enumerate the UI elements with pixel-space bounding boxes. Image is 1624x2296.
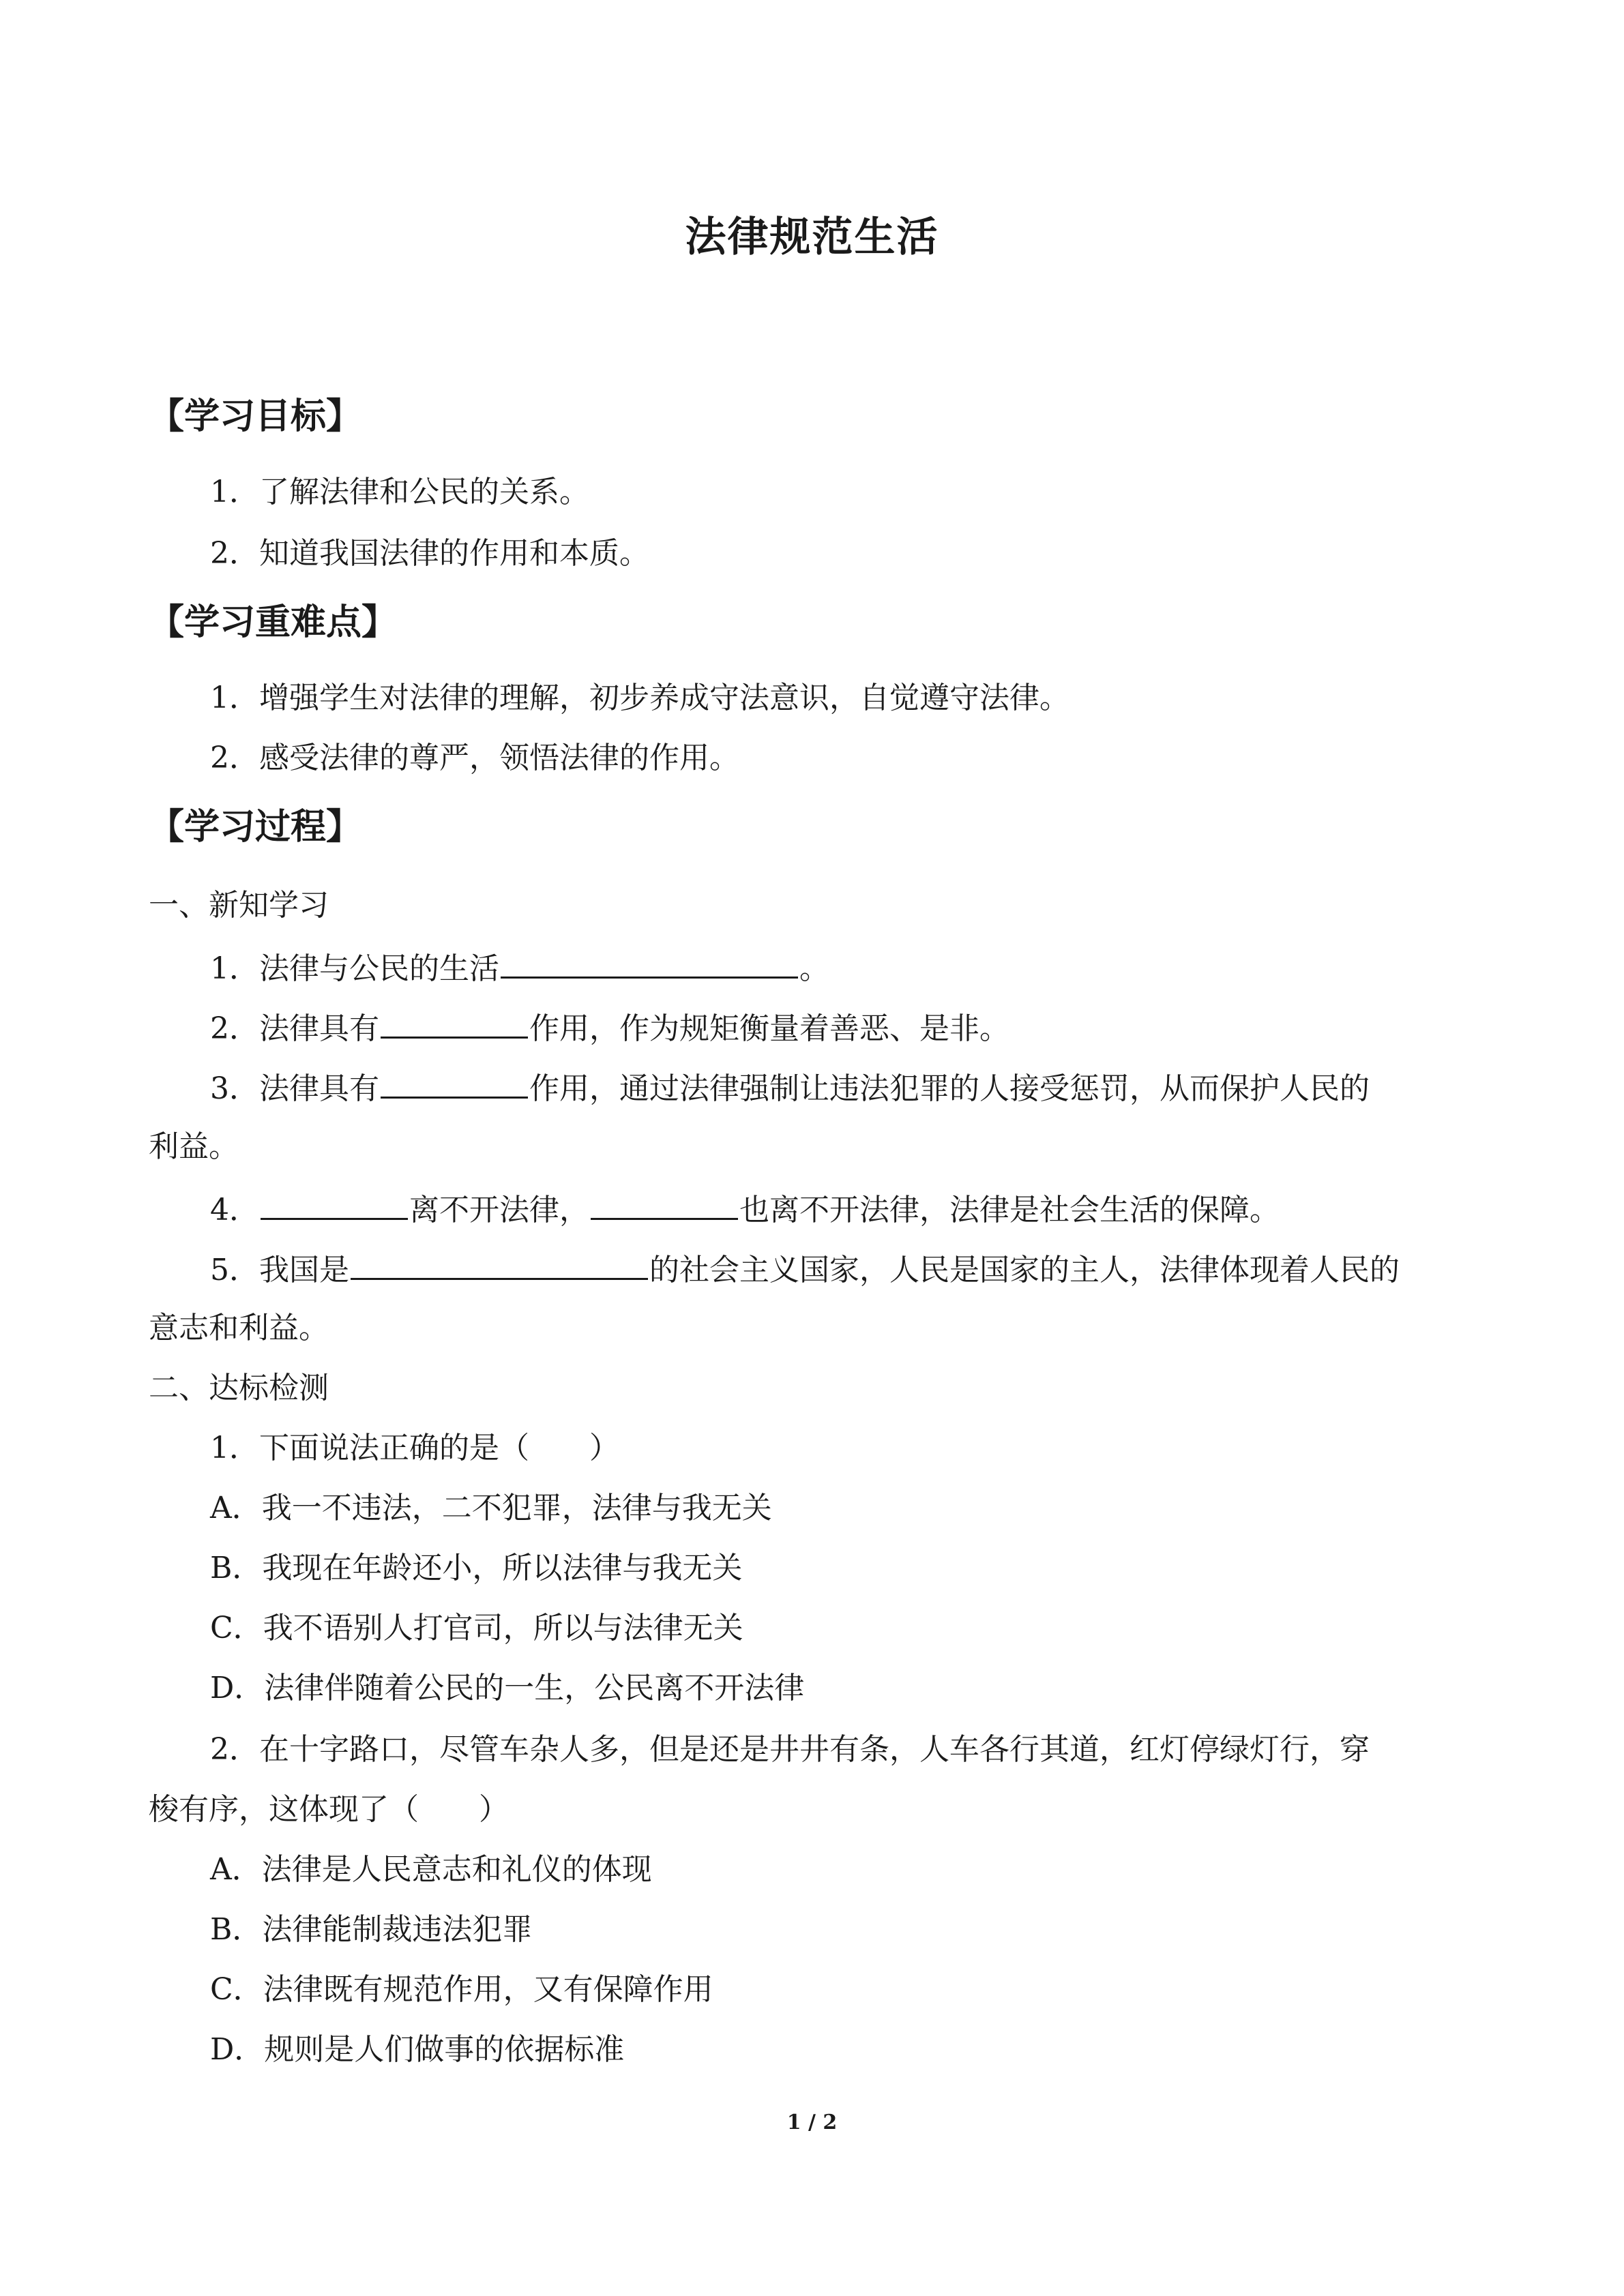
fill-question-2 xyxy=(210,1007,1009,1049)
mc-question-1-option-a[interactable]: A．我一不违法，二不犯罪，法律与我无关 xyxy=(210,1491,772,1525)
answer-blank[interactable] xyxy=(381,1007,528,1039)
section-heading-goals: 【学习目标】 xyxy=(149,396,362,437)
mc-question-2-stem: 2．在十字路口，尽管车杂人多，但是还是井井有条，人车各行其道，红灯停绿灯行，穿 xyxy=(210,1732,1370,1767)
fill-question-1-end: 。 xyxy=(799,951,829,986)
mc-question-2-option-b[interactable]: B．法律能制裁违法犯罪 xyxy=(210,1912,533,1947)
answer-blank[interactable] xyxy=(501,946,798,979)
answer-blank[interactable] xyxy=(591,1188,738,1220)
fill-question-5-text: 5．我国是 xyxy=(210,1253,349,1287)
fill-question-5-end: 的社会主义国家，人民是国家的主人，法律体现着人民的 xyxy=(649,1253,1400,1287)
fill-question-4 xyxy=(210,1188,1280,1231)
fill-question-3-end: 作用，通过法律强制让违法犯罪的人接受惩罚，从而保护人民的 xyxy=(529,1071,1370,1106)
mc-question-2-option-d[interactable]: D．规则是人们做事的依据标准 xyxy=(210,2032,625,2067)
goal-item-1: 1．了解法律和公民的关系。 xyxy=(210,475,589,509)
mc-question-1-option-d[interactable]: D．法律伴随着公民的一生，公民离不开法律 xyxy=(210,1671,805,1705)
mc-question-2-stem-continuation: 梭有序，这体现了（ ） xyxy=(149,1792,509,1827)
fill-question-4-end: 也离不开法律，法律是社会生活的保障。 xyxy=(739,1193,1280,1227)
part-label-new-knowledge: 一、新知学习 xyxy=(149,888,329,923)
fill-question-1 xyxy=(210,946,829,989)
mc-question-2-option-c[interactable]: C．法律既有规范作用，又有保障作用 xyxy=(210,1972,713,2007)
fill-question-4-text: 4． xyxy=(210,1193,259,1227)
fill-question-2-end: 作用，作为规矩衡量着善恶、是非。 xyxy=(529,1011,1009,1046)
mc-question-2-option-a[interactable]: A．法律是人民意志和礼仪的体现 xyxy=(210,1852,652,1887)
answer-blank[interactable] xyxy=(261,1188,408,1220)
section-heading-process: 【学习过程】 xyxy=(149,807,362,848)
fill-question-5-continuation: 意志和利益。 xyxy=(149,1311,329,1345)
part-label-assessment: 二、达标检测 xyxy=(149,1371,329,1405)
fill-question-2-text: 2．法律具有 xyxy=(210,1011,379,1046)
page-title: 法律规范生活 xyxy=(685,213,939,261)
key-point-item-2: 2．感受法律的尊严，领悟法律的作用。 xyxy=(210,741,739,775)
fill-question-4-mid: 离不开法律， xyxy=(409,1193,589,1227)
fill-question-3 xyxy=(210,1067,1370,1109)
fill-question-5 xyxy=(210,1248,1400,1291)
goal-item-2: 2．知道我国法律的作用和本质。 xyxy=(210,536,649,571)
answer-blank[interactable] xyxy=(351,1248,648,1280)
key-point-item-1: 1．增强学生对法律的理解，初步养成守法意识，自觉遵守法律。 xyxy=(210,681,1069,715)
mc-question-1-option-b[interactable]: B．我现在年龄还小，所以法律与我无关 xyxy=(210,1551,743,1585)
section-heading-key-points: 【学习重难点】 xyxy=(149,602,398,643)
mc-question-1-stem: 1．下面说法正确的是（ ） xyxy=(210,1431,619,1465)
page-number: 1 / 2 xyxy=(786,2111,838,2134)
fill-question-3-continuation: 利益。 xyxy=(149,1129,239,1164)
answer-blank[interactable] xyxy=(381,1067,528,1099)
mc-question-1-option-c[interactable]: C．我不语别人打官司，所以与法律无关 xyxy=(210,1611,743,1645)
fill-question-1-text: 1．法律与公民的生活 xyxy=(210,951,499,986)
fill-question-3-text: 3．法律具有 xyxy=(210,1071,379,1106)
